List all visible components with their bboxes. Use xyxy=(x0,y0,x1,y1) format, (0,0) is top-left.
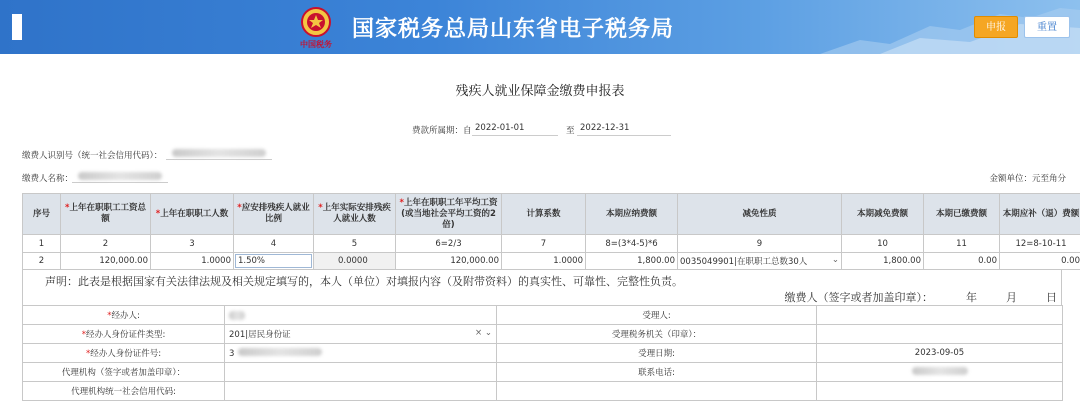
phone-label: 联系电话: xyxy=(497,363,817,382)
redacted-id xyxy=(172,149,266,157)
receiver-value xyxy=(817,306,1063,325)
agent-input[interactable] xyxy=(225,306,497,325)
agency-code-label: 代理机构统一社会信用代码: xyxy=(23,382,225,401)
tax-office-label: 受理税务机关（印章）： xyxy=(497,325,817,344)
id-type-label: *经办人身份证件类型: xyxy=(23,325,225,344)
payer-name-input[interactable] xyxy=(72,169,168,183)
col-header: *上年实际安排残疾人就业人数 xyxy=(314,194,396,235)
col-number: 8=(3*4-5)*6 xyxy=(586,235,678,253)
top-banner xyxy=(0,0,1080,54)
signature-label: 缴费人（签字或者加盖印章）： xyxy=(784,291,933,304)
balance-value: 0.00 xyxy=(1000,253,1080,270)
fee-table xyxy=(22,193,1080,270)
col-number: 6=2/3 xyxy=(396,235,502,253)
declaration-area xyxy=(22,270,1062,306)
avg-wage-input[interactable]: 120,000.00 xyxy=(396,253,502,270)
redacted-phone xyxy=(912,367,968,375)
accept-date-value: 2023-09-05 xyxy=(817,344,1063,363)
relief-type-value: 0035049901|在职职工总数30人 xyxy=(680,257,808,267)
agency-label: 代理机构（签字或者加盖印章）： xyxy=(23,363,225,382)
col-number: 3 xyxy=(151,235,234,253)
relief-amount-input[interactable]: 1,800.00 xyxy=(842,253,924,270)
paid-input[interactable]: 0.00 xyxy=(924,253,1000,270)
payer-id-label: 缴费人识别号（统一社会信用代码）： xyxy=(22,151,163,161)
table-row xyxy=(23,253,1080,270)
col-header: *上年在职职工人数 xyxy=(151,194,234,235)
chevron-down-icon[interactable]: ⌄ xyxy=(831,255,839,265)
fee-due-value: 1,800.00 xyxy=(586,253,678,270)
col-number: 2 xyxy=(61,235,151,253)
period-to-label: 至 xyxy=(566,126,575,136)
period-end-input[interactable]: 2022-12-31 xyxy=(577,122,671,136)
agent-label: *经办人: xyxy=(23,306,225,325)
col-header: 本期应纳费额 xyxy=(586,194,678,235)
tax-office-value xyxy=(817,325,1063,344)
menu-handle-icon[interactable] xyxy=(12,14,22,40)
day-label: 日 xyxy=(1046,291,1057,304)
wage-total-input[interactable]: 120,000.00 xyxy=(61,253,151,270)
agency-code-input[interactable] xyxy=(225,382,497,401)
col-header: 本期应补（退）费额 xyxy=(1000,194,1080,235)
period-start-input[interactable]: 2022-01-01 xyxy=(472,122,558,136)
col-header: 本期减免费额 xyxy=(842,194,924,235)
clear-chevron-icon[interactable]: × ⌄ xyxy=(475,328,492,338)
id-type-select[interactable] xyxy=(225,325,497,344)
col-header: 减免性质 xyxy=(678,194,842,235)
redacted-id-no xyxy=(238,348,322,356)
agency-input[interactable] xyxy=(225,363,497,382)
payer-name-label: 缴费人名称： xyxy=(22,174,74,184)
declaration-text: 声明：此表是根据国家有关法律法规及相关规定填写的，本人（单位）对填报内容（及附带资料）的真实性、可靠性、完整性负责。 xyxy=(45,275,683,288)
table-row xyxy=(23,344,1063,363)
col-header: *应安排残疾人就业比例 xyxy=(234,194,314,235)
empty-cell xyxy=(817,382,1063,401)
col-number: 1 xyxy=(23,235,61,253)
staff-count-input[interactable]: 1.0000 xyxy=(151,253,234,270)
site-title: 国家税务总局山东省电子税务局 xyxy=(352,17,675,42)
header-row xyxy=(23,194,1080,235)
table-row xyxy=(23,306,1063,325)
coefficient-value: 1.0000 xyxy=(502,253,586,270)
form-title: 残疾人就业保障金缴费申报表 xyxy=(455,84,625,99)
phone-value xyxy=(817,363,1063,382)
col-number: 10 xyxy=(842,235,924,253)
table-row xyxy=(23,363,1063,382)
disabled-count-input[interactable]: 0.0000 xyxy=(314,253,396,270)
col-header: 计算系数 xyxy=(502,194,586,235)
accept-date-label: 受理日期: xyxy=(497,344,817,363)
year-label: 年 xyxy=(966,291,977,304)
col-header: 序号 xyxy=(23,194,61,235)
col-number: 4 xyxy=(234,235,314,253)
col-header: *上年在职职工工资总额 xyxy=(61,194,151,235)
col-header: 本期已缴费额 xyxy=(924,194,1000,235)
row-seq: 2 xyxy=(23,253,61,270)
ratio-cell xyxy=(234,253,314,270)
ratio-input[interactable]: 1.50% xyxy=(235,254,312,268)
empty-cell xyxy=(497,382,817,401)
id-no-input[interactable]: 3 xyxy=(225,344,497,363)
col-number: 9 xyxy=(678,235,842,253)
table-row xyxy=(23,382,1063,401)
signature-line xyxy=(785,289,1058,305)
redacted-name xyxy=(78,172,162,180)
col-header: *上年在职职工年平均工资(或当地社会平均工资的2倍) xyxy=(396,194,502,235)
col-number: 12=8-10-11 xyxy=(1000,235,1080,253)
svg-text:中国税务: 中国税务 xyxy=(300,39,332,49)
period-label: 费款所属期：自 xyxy=(412,126,472,136)
id-type-value: 201|居民身份证 xyxy=(229,330,291,340)
reset-button[interactable]: 重置 xyxy=(1024,16,1070,38)
col-number: 5 xyxy=(314,235,396,253)
unit-label: 金额单位：元至角分 xyxy=(989,174,1066,184)
col-number: 11 xyxy=(924,235,1000,253)
table-row xyxy=(23,325,1063,344)
receiver-label: 受理人: xyxy=(497,306,817,325)
column-number-row xyxy=(23,235,1080,253)
tax-emblem-logo xyxy=(288,4,344,50)
col-number: 7 xyxy=(502,235,586,253)
redacted-agent xyxy=(229,311,245,320)
month-label: 月 xyxy=(1006,291,1017,304)
id-no-label: *经办人身份证件号: xyxy=(23,344,225,363)
payer-id-input[interactable] xyxy=(166,146,272,160)
submit-button[interactable]: 申报 xyxy=(974,16,1018,38)
agent-info-table xyxy=(22,305,1063,401)
relief-type-select[interactable] xyxy=(678,253,842,270)
